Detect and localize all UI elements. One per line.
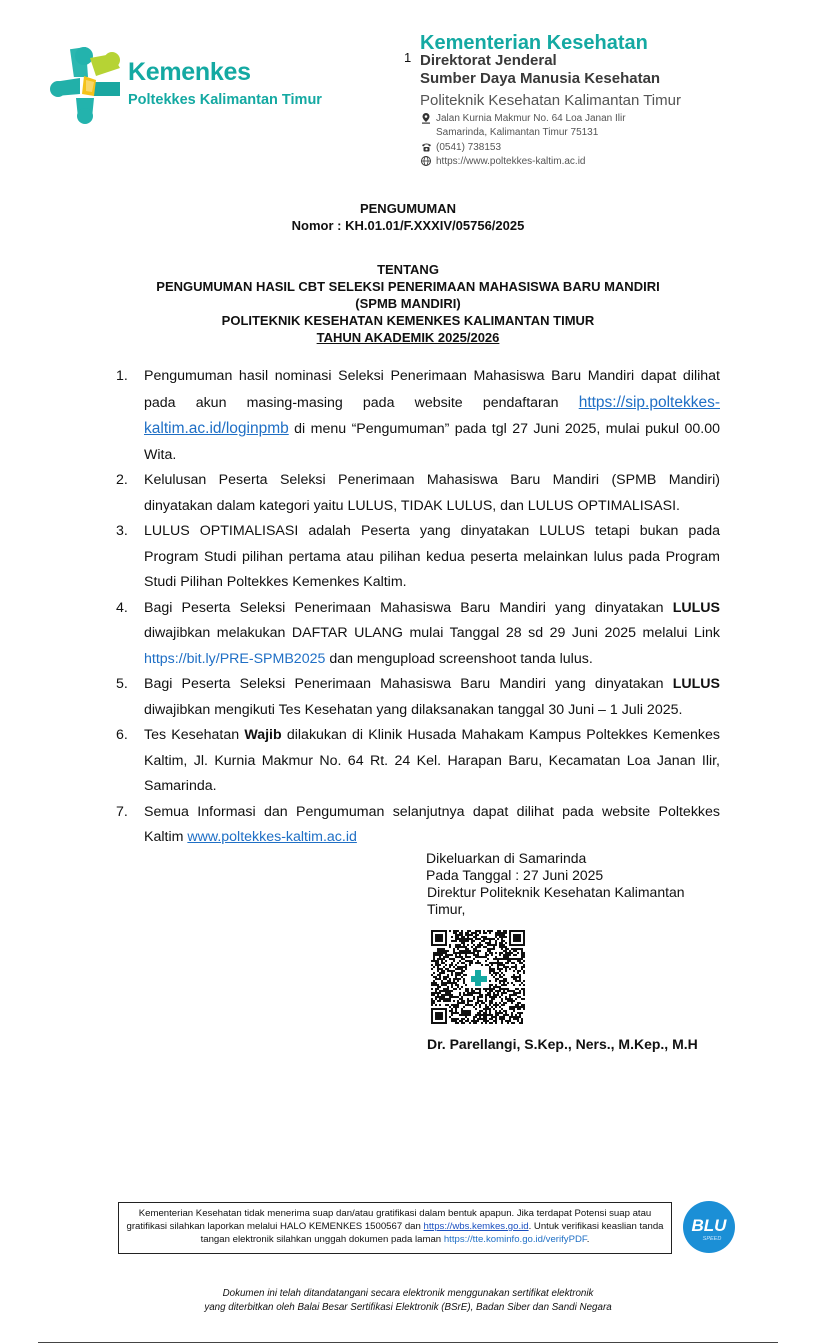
doc-about: TENTANG: [377, 262, 439, 277]
item-6-text-cont: dilakukan di Klinik Husada Mahakam Kampus Poltekkes Kemenkes Kaltim, Jl. Kurnia Makmur No. 64 Rt. 24 Kel. Harapan Baru, Kecamatan Loa Janan Ilir, Samarinda.: [144, 727, 720, 794]
disclaimer-text-cont: . Untuk verifikasi keaslian tanda tangan elektronik silahkan unggah dokumen pada laman: [200, 1221, 664, 1245]
loginpmb-link[interactable]: https://sip.poltekkes-kaltim.ac.id/loginpmb: [144, 393, 720, 437]
location-pin-icon: [420, 112, 432, 124]
issued-place: Dikeluarkan di Samarinda: [426, 850, 587, 866]
item-number: 6.: [116, 727, 128, 743]
item-1-text-cont: di menu “Pengumuman” pada tgl 27 Juni 2025, mulai pukul 00.00 Wita.: [144, 421, 720, 463]
qr-finder-center: [435, 934, 443, 942]
item-5-text: Bagi Peserta Seleksi Penerimaan Mahasiswa Baru Mandiri yang dinyatakan: [144, 676, 673, 692]
address-line-2: Samarinda, Kalimantan Timur 75131: [436, 127, 599, 138]
website-row: [420, 155, 586, 167]
list-item: [116, 364, 720, 468]
directorate-line-2: Sumber Daya Manusia Kesehatan: [420, 70, 661, 87]
list-item: [116, 672, 720, 723]
item-4-text-cont: diwajibkan melakukan DAFTAR ULANG mulai Tanggal 28 sd 29 Juni 2025 melalui Link: [144, 625, 720, 641]
item-number: 3.: [116, 523, 128, 539]
issued-date: Pada Tanggal : 27 Juni 2025: [426, 867, 604, 883]
wajib-bold: Wajib: [244, 727, 282, 743]
qr-code-icon: [431, 930, 525, 1024]
lulus-bold: LULUS: [672, 599, 720, 616]
item-number: 4.: [116, 599, 128, 616]
item-7-text: Semua Informasi dan Pengumuman selanjutnya dapat dilihat pada website Poltekkes Kaltim: [144, 803, 720, 845]
item-text: [144, 723, 720, 800]
item-number: 7.: [116, 803, 128, 820]
item-text: [144, 596, 720, 673]
item-4-text-end: dan mengupload screenshoot tanda lulus.: [325, 650, 593, 667]
website-link[interactable]: www.poltekkes-kaltim.ac.id: [187, 829, 357, 845]
list-item: [116, 723, 720, 800]
address-line-1: Jalan Kurnia Makmur No. 64 Loa Janan Ilir: [436, 112, 626, 124]
phone-number: (0541) 738153: [436, 141, 502, 153]
blu-text: BLU: [691, 1216, 727, 1235]
doc-title-line-3: POLITEKNIK KESEHATAN KEMENKES KALIMANTAN TIMUR: [221, 313, 595, 328]
page-marker: 1: [404, 50, 412, 65]
item-text: [144, 364, 720, 468]
item-3-text: LULUS OPTIMALISASI adalah Peserta yang dinyatakan LULUS tetapi bukan pada Program Studi pilihan pertama atau pilihan kedua peserta melainkan lulus pada Program Studi Pilihan Poltekkes Kemenkes Kaltim.: [144, 523, 720, 590]
bsre-line-2: yang diterbitkan oleh Balai Besar Sertifikasi Elektronik (BSrE), Badan Siber dan Sandi Negara: [204, 1302, 612, 1313]
lulus-bold: LULUS: [672, 676, 720, 692]
brand-subtitle: Poltekkes Kalimantan Timur: [128, 92, 322, 108]
blu-speed-logo-icon: [682, 1200, 736, 1254]
item-4-text: Bagi Peserta Seleksi Penerimaan Mahasiswa Baru Mandiri yang dinyatakan: [144, 599, 673, 616]
directorate-line-1: Direktorat Jenderal: [420, 52, 557, 69]
disclaimer-text-end: .: [586, 1234, 590, 1245]
list-item: [116, 800, 720, 851]
ministry-name: Kementerian Kesehatan: [420, 32, 648, 54]
bsre-line-1: Dokumen ini telah ditandatangani secara elektronik menggunakan sertifikat elektronik: [222, 1288, 594, 1299]
signer-position-1: Direktur Politeknik Kesehatan Kalimantan: [427, 884, 685, 900]
doc-title-line-4: [0, 330, 816, 345]
item-5-text-cont: diwajibkan mengikuti Tes Kesehatan yang dilaksanakan tanggal 30 Juni – 1 Juli 2025.: [144, 701, 683, 718]
item-number: 1.: [116, 368, 128, 384]
item-1-text: Pengumuman hasil nominasi Seleksi Penerimaan Mahasiswa Baru Mandiri dapat dilihat pada akun masing-masing pada website pendaftaran: [144, 368, 720, 411]
address-row-2: [436, 127, 598, 138]
list-item: [116, 519, 720, 596]
disclaimer-box: [118, 1202, 672, 1254]
announcement-list: [116, 364, 720, 851]
doc-number: Nomor : KH.01.01/F.XXXIV/05756/2025: [291, 218, 525, 233]
list-item: [116, 468, 720, 519]
blu-subtext: SPEED: [702, 1236, 722, 1242]
phone-row: [420, 141, 501, 153]
doc-heading: PENGUMUMAN: [359, 201, 457, 216]
brand-name: Kemenkes: [128, 58, 251, 86]
item-6-text: Tes Kesehatan: [144, 727, 245, 743]
institution-name: Politeknik Kesehatan Kalimantan Timur: [420, 92, 681, 109]
item-text: [144, 800, 720, 851]
wbs-link[interactable]: https://wbs.kemkes.go.id: [423, 1221, 529, 1232]
item-text: [144, 672, 720, 723]
item-number: 5.: [116, 676, 128, 692]
website-url[interactable]: https://www.poltekkes-kaltim.ac.id: [436, 155, 586, 167]
signer-position-2: Timur,: [427, 901, 466, 917]
item-2-text: Kelulusan Peserta Seleksi Penerimaan Mahasiswa Baru Mandiri (SPMB Mandiri) dinyatakan dalam kategori yaitu LULUS, TIDAK LULUS, dan LULUS OPTIMALISASI.: [144, 472, 720, 514]
disclaimer-text: Kementerian Kesehatan tidak menerima suap dan/atau gratifikasi dalam bentuk apapun. Jika terdapat Potensi suap atau gratifikasi silahkan laporkan melalui HALO KEMENKES 1500567 dan: [126, 1208, 652, 1232]
bsre-note: [0, 1287, 816, 1315]
item-number: 2.: [116, 472, 128, 488]
doc-title-line-2: (SPMB MANDIRI): [355, 296, 461, 311]
globe-icon: [420, 155, 432, 167]
academic-year: TAHUN AKADEMIK 2025/2026: [316, 330, 500, 345]
doc-title-line-1: PENGUMUMAN HASIL CBT SELEKSI PENERIMAAN MAHASISWA BARU MANDIRI: [156, 279, 660, 294]
kemenkes-logo-icon: [50, 46, 125, 124]
list-item: [116, 596, 720, 673]
bottom-divider: [38, 1342, 778, 1343]
qr-finder-center: [435, 1012, 443, 1020]
tte-verify-link[interactable]: https://tte.kominfo.go.id/verifyPDF: [443, 1234, 587, 1245]
address-row: [420, 112, 626, 124]
telephone-icon: [420, 141, 432, 153]
qr-finder-center: [513, 934, 521, 942]
daftar-ulang-link[interactable]: https://bit.ly/PRE-SPMB2025: [144, 650, 326, 667]
signer-name: Dr. Parellangi, S.Kep., Ners., M.Kep., M.H: [427, 1036, 698, 1052]
